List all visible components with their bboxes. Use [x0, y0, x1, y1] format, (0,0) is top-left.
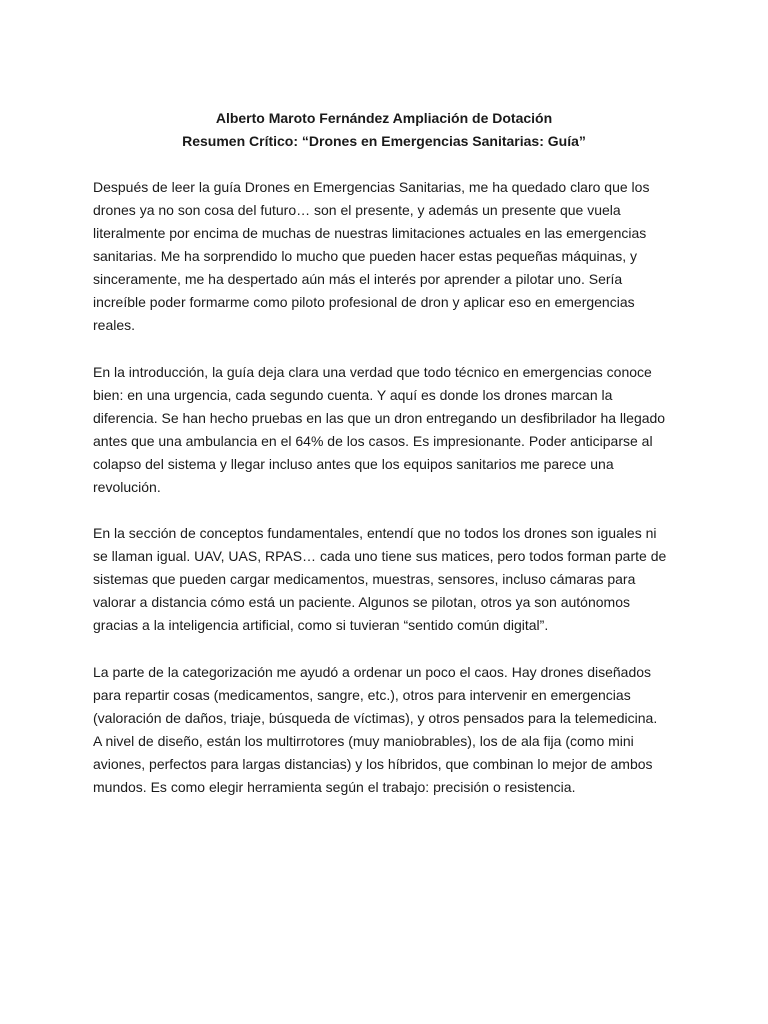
- text-line: A nivel de diseño, están los multirrotores (muy maniobrables), los de ala fija (como mini: [93, 733, 634, 749]
- text-line: sistemas que pueden cargar medicamentos, muestras, sensores, incluso cámaras para: [93, 571, 636, 587]
- text-line: diferencia. Se han hecho pruebas en las que un dron entregando un desfibrilador ha llegado: [93, 410, 666, 426]
- text-line: La parte de la categorización me ayudó a ordenar un poco el caos. Hay drones diseñados: [93, 664, 652, 680]
- paragraph-concepts-section: [93, 522, 679, 637]
- text-line: (valoración de daños, triaje, búsqueda de víctimas), y otros pensados para la telemedicina.: [93, 710, 658, 726]
- text-line: para repartir cosas (medicamentos, sangre, etc.), otros para intervenir en emergencias: [93, 687, 631, 703]
- text-line: gracias a la inteligencia artificial, como si tuvieran “sentido común digital”.: [93, 617, 549, 633]
- text-line: bien: en una urgencia, cada segundo cuenta. Y aquí es donde los drones marcan la: [93, 387, 613, 403]
- paragraph-categorization-section: [93, 661, 679, 799]
- text-line: antes que una ambulancia en el 64% de los casos. Es impresionante. Poder anticiparse al: [93, 433, 653, 449]
- text-line: aviones, perfectos para largas distancias) y los híbridos, que combinan lo mejor de ambos: [93, 756, 653, 772]
- text-line: sinceramente, me ha despertado aún más el interés por aprender a pilotar uno. Sería: [93, 271, 623, 287]
- text-line: sanitarias. Me ha sorprendido lo mucho que pueden hacer estas pequeñas máquinas, y: [93, 248, 638, 264]
- paragraph-introduction-section: [93, 361, 679, 499]
- text-line: mundos. Es como elegir herramienta según el trabajo: precisión o resistencia.: [93, 779, 576, 795]
- text-line: revolución.: [93, 479, 161, 495]
- text-line: increíble poder formarme como piloto profesional de dron y aplicar eso en emergencias: [93, 294, 635, 310]
- text-line: literalmente por encima de muchas de nuestras limitaciones actuales en las emergencias: [93, 225, 647, 241]
- document-title-heading: Resumen Crítico: “Drones en Emergencias Sanitarias: Guía”: [182, 133, 586, 149]
- text-line: valorar a distancia cómo está un paciente. Algunos se pilotan, otros ya son autónomos: [93, 594, 630, 610]
- document-author-heading: Alberto Maroto Fernández Ampliación de Dotación: [215, 110, 553, 126]
- text-line: se llaman igual. UAV, UAS, RPAS… cada uno tiene sus matices, pero todos forman parte de: [93, 548, 667, 564]
- text-line: Después de leer la guía Drones en Emergencias Sanitarias, me ha quedado claro que los: [93, 179, 650, 195]
- text-line: colapso del sistema y llegar incluso antes que los equipos sanitarios me parece una: [93, 456, 614, 472]
- text-line: reales.: [93, 317, 136, 333]
- text-line: En la sección de conceptos fundamentales, entendí que no todos los drones son iguales ni: [93, 525, 657, 541]
- paragraph-intro: [93, 176, 679, 337]
- text-line: drones ya no son cosa del futuro… son el presente, y además un presente que vuela: [93, 202, 621, 218]
- text-line: En la introducción, la guía deja clara una verdad que todo técnico en emergencias conoce: [93, 364, 652, 380]
